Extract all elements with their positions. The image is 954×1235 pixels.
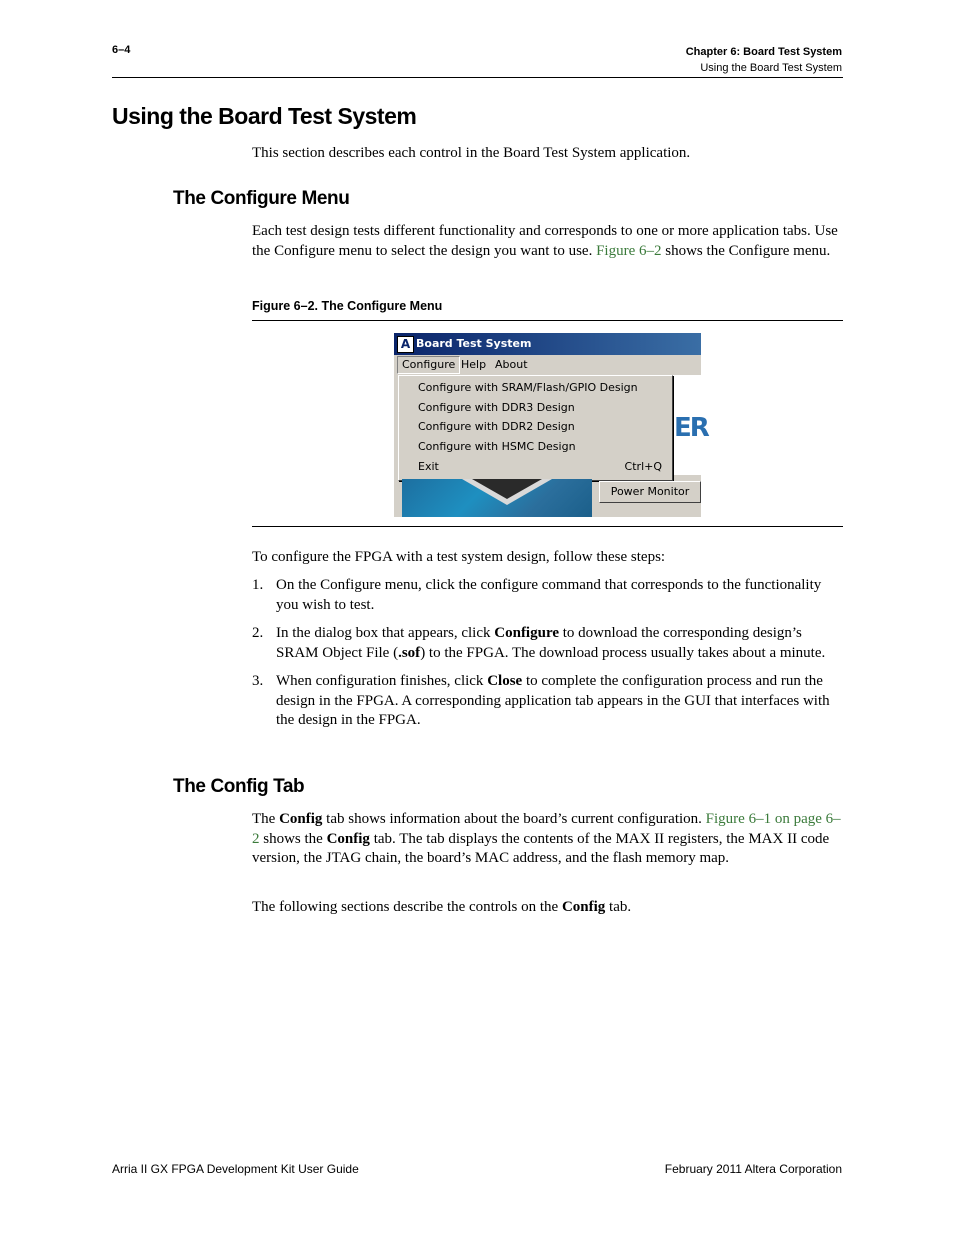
chapter-title: Chapter 6: Board Test System <box>685 46 842 58</box>
step-text: On the Configure menu, click the configure command that corresponds to the functionality you wish to test. <box>276 577 822 613</box>
header-rule <box>112 77 843 78</box>
exit-shortcut: Ctrl+Q <box>624 460 662 473</box>
step-bold: Configure <box>494 625 559 641</box>
intro-paragraph: This section describes each control in the Board Test System application. <box>252 145 691 161</box>
steps-intro: To configure the FPGA with a test system design, follow these steps: <box>252 549 666 565</box>
menu-about[interactable]: About <box>495 358 528 371</box>
figure-6-2-link[interactable]: Figure 6–2 <box>596 242 662 259</box>
board-test-system-screenshot <box>394 333 708 517</box>
footer-left: Arria II GX FPGA Development Kit User Guide <box>112 1162 359 1176</box>
window-titlebar <box>394 333 701 355</box>
menu-item-ddr3[interactable]: Configure with DDR3 Design <box>418 401 575 414</box>
step-text: In the dialog box that appears, click <box>276 625 495 641</box>
text-span: tab. The tab displays the contents of the MAX II registers, the MAX II code version, the JTAG chain, the board’s MAC address, and the flash memory map. <box>252 830 830 866</box>
text-span: shows the <box>259 830 327 847</box>
running-header <box>686 44 842 76</box>
config-tab-paragraph-2 <box>252 898 844 918</box>
step-text: to download the corresponding design’s SRAM Object File ( <box>276 625 802 661</box>
configure-menu-paragraph <box>252 222 844 261</box>
app-logo-icon: A <box>397 336 414 353</box>
page-number: 6–4 <box>112 44 131 56</box>
section-title: Using the Board Test System <box>700 62 842 74</box>
menu-item-ddr2[interactable]: Configure with DDR2 Design <box>418 420 575 433</box>
config-tab-heading: The Config Tab <box>173 776 305 797</box>
config-tab-paragraph-1 <box>252 810 844 869</box>
step-number: 2. <box>252 625 264 641</box>
menu-item-hsmc[interactable]: Configure with HSMC Design <box>418 440 576 453</box>
menu-item-exit[interactable]: Exit <box>418 460 439 473</box>
menu-bar <box>394 355 701 375</box>
text-span: The <box>252 811 280 827</box>
power-monitor-button[interactable]: Power Monitor <box>599 481 701 503</box>
text-span: The following sections describe the controls on the <box>252 899 562 915</box>
step-number: 1. <box>252 577 264 593</box>
bold-span: Config <box>561 899 606 915</box>
figure-rule-top <box>252 320 843 321</box>
configure-menu-heading: The Configure Menu <box>173 188 350 209</box>
configure-menu-text: Each test design tests different functionality and corresponds to one or more application tabs. Use the Configure menu to select the design you want to use. <box>252 223 838 259</box>
step-bold: Close <box>487 673 523 689</box>
text-span: tab shows information about the board’s current configuration. <box>322 811 702 827</box>
step-text: ) to the FPGA. The download process usually takes about a minute. <box>420 644 826 661</box>
step-text: to complete the configuration process and run the design in the FPGA. A corresponding application tab appears in the GUI that interfaces with the design in the FPGA. <box>276 673 830 728</box>
list-item <box>252 672 844 731</box>
list-item <box>252 576 844 615</box>
configure-dropdown <box>398 375 673 481</box>
footer-right: February 2011 Altera Corporation <box>664 1162 842 1176</box>
menu-item-sram-flash-gpio[interactable]: Configure with SRAM/Flash/GPIO Design <box>418 381 638 394</box>
figure-6-1-link[interactable]: Figure 6–1 on page 6–2 <box>252 811 841 847</box>
step-number: 3. <box>252 673 264 689</box>
text-span: tab. <box>605 899 632 915</box>
step-bold: .sof <box>398 644 421 661</box>
step-text: When configuration finishes, click <box>276 673 488 689</box>
menu-help[interactable]: Help <box>461 358 487 371</box>
brand-logo: ER <box>674 413 708 443</box>
menu-configure[interactable]: Configure <box>397 356 460 374</box>
list-item <box>252 624 844 663</box>
figure-caption: Figure 6–2. The Configure Menu <box>252 299 443 313</box>
page-title: Using the Board Test System <box>112 103 417 129</box>
window-title: Board Test System <box>416 337 532 350</box>
configure-menu-tail: shows the Configure menu. <box>661 242 831 259</box>
background-artwork <box>402 479 592 517</box>
bold-span: Config <box>326 830 370 847</box>
bold-span: Config <box>279 811 323 827</box>
arrow-graphic-inner <box>472 479 542 499</box>
figure-rule-bottom <box>252 526 843 527</box>
configure-steps-list <box>252 576 844 740</box>
right-panel <box>672 375 708 475</box>
